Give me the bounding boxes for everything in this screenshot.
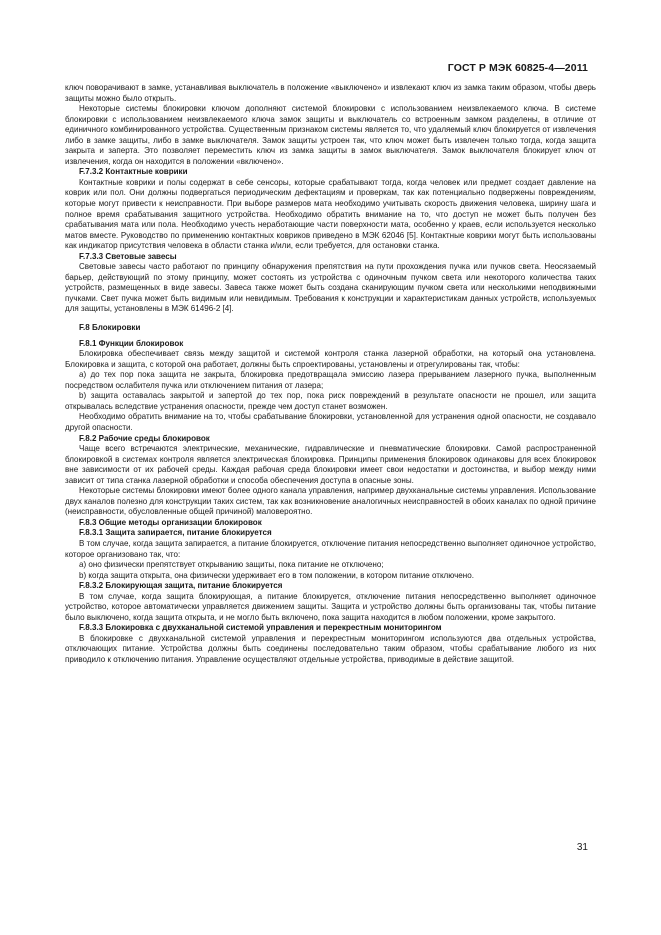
section-heading-f733: F.7.3.3 Световые завесы — [79, 251, 177, 261]
section-heading-f81: F.8.1 Функции блокировок — [79, 338, 184, 348]
section-heading-f832: F.8.3.2 Блокирующая защита, питание блокируется — [79, 581, 283, 591]
body-paragraph: Необходимо обратить внимание на то, чтобы срабатывание блокировки, установленной для устранения одной опасности, не создавало другой опасности. — [65, 412, 596, 432]
section-heading-f82: F.8.2 Рабочие среды блокировок — [79, 433, 210, 443]
section-heading-f831: F.8.3.1 Защита запирается, питание блокируется — [79, 528, 272, 538]
body-paragraph: Некоторые системы блокировки имеют более одного канала управления, например двухканальные системы управления. Использование двух каналов полезно для конструкции таких систем, так как возникновение аналогичных неисправностей в обоих каналах по одной причине (неисправности, обусловленные общей причиной) маловероятно. — [65, 486, 596, 517]
body-paragraph: В блокировке с двухканальной системой управления и перекрестным мониторингом используются два отдельных устройства, отключающих питание. Устройства должны быть соединены последовательно таким образом, чтобы срабатывание любого из них приводило к отключению питания. Управление осуществляют отдельные устройства, приводимые в действие защитой. — [65, 633, 596, 664]
list-item: a) до тех пор пока защита не закрыта, блокировка предотвращала эмиссию лазера прерыванием лазерного пучка, выполненным посредством ослабителя пучка или отключением питания от лазера; — [65, 370, 596, 390]
body-paragraph: Контактные коврики и полы содержат в себе сенсоры, которые срабатывают тогда, когда человек или предмет создает давление на коврик или пол. Они должны подвергаться периодическим дефектациям и проверкам, так как потенциально подвержены повреждениям, которые могут привести к неисправности. При выборе размеров мата необходимо учитывать скорость движения человека, ширину шага и полное время срабатывания защитного устройства. Необходимо обратить внимание на то, что доступ не может быть получен без срабатывания мата или пола. Необходимо учесть неработающие части поверхности мата, особенно у краев, если используется несколько матов вместе. Руководство по применению контактных ковриков приведено в МЭК 62046 [5]. Контактные коврики могут быть использованы как индикатор присутствия человека в области станка и/или, если требуется, для остановки станка. — [65, 177, 596, 251]
section-heading-f8: F.8 Блокировки — [79, 323, 141, 333]
section-heading-f833: F.8.3.3 Блокировка с двухканальной системой управления и перекрестным мониторингом — [79, 623, 442, 633]
document-code-header: ГОСТ Р МЭК 60825-4—2011 — [447, 62, 588, 74]
body-paragraph: Блокировка обеспечивает связь между защитой и системой контроля станка лазерной обработки, на который она установлена. Блокировка и защита, с которой она работает, должны быть спроектированы, установлены и отрегулированы так, чтобы: — [65, 349, 596, 369]
document-body — [65, 83, 596, 666]
page-number: 31 — [576, 842, 588, 853]
body-paragraph: Световые завесы часто работают по принципу обнаружения препятствия на пути прохождения пучка или пучков света. Неосязаемый барьер, действующий по этому принципу, может состоять из устройства с одиночным пучком света или некоторого количества таких устройств, размещенных в виде завесы. Завеса также может быть создана сканирующим пучком света или несколькими неподвижными пучками. Свет пучка может быть видимым или невидимым. Требования к конструкции и характеристикам данных устройств, используемых для защиты, установлены в МЭК 61496-2 [4]. — [65, 262, 596, 314]
body-paragraph: Некоторые системы блокировки ключом дополняют системой блокировки с использованием неизвлекаемого ключа. В системе блокировки с использованием неизвлекаемого ключа замок защиты и выключатель со встроенным замком разделены, в отличие от единичного комбинированного устройства. Существенным признаком системы является то, что удаляемый ключ блокируется от извлечения либо в замке защиты, либо в замке выключателя. Замок защиты устроен так, что ключ может быть извлечен только тогда, когда защита закрыта и заперта. Это позволяет переместить ключ из замка защиты в замок выключателя. Замок выключателя блокирует ключ от извлечения, когда он находится в положении «включено». — [65, 104, 596, 166]
section-heading-f732: F.7.3.2 Контактные коврики — [79, 167, 188, 177]
body-paragraph: Чаще всего встречаются электрические, механические, гидравлические и пневматические блокировки. Самой распространенной блокировкой в системах контроля является электрическая блокировка. Принципы применения блокировок одинаковы для всех блокировок вне зависимости от их рабочей среды. Каждая рабочая среда блокировки имеет свои недостатки и достоинства, и выбор между ними зависит от типа станка лазерной обработки и способа обеспечения доступа в опасные зоны. — [65, 444, 596, 485]
section-heading-f83: F.8.3 Общие методы организации блокировок — [79, 517, 262, 527]
list-item: b) защита оставалась закрытой и запертой до тех пор, пока риск повреждений в результате опасности не прошел, или защита открывалась вследствие устранения опасности, прежде чем доступ станет возможен. — [65, 391, 596, 411]
body-paragraph: ключ поворачивают в замке, устанавливая выключатель в положение «выключено» и извлекают ключ из замка таким образом, чтобы дверь защиты можно было открыть. — [65, 83, 596, 103]
list-item: b) когда защита открыта, она физически удерживает его в том положении, в котором питание отключено. — [79, 570, 474, 580]
list-item: a) оно физически препятствует открыванию защиты, пока питание не отключено; — [79, 560, 384, 570]
body-paragraph: В том случае, когда защита блокирующая, а питание блокируется, отключение питания непосредственно выполняет одиночное устройство, которое автоматически управляется движением защиты. Защита и устройство должны быть организованы так, чтобы питание было выключено, когда защита открыта, и не могло быть включено, пока защита находится в любом положении, кроме закрытого. — [65, 591, 596, 622]
body-paragraph: В том случае, когда защита запирается, а питание блокируется, отключение питания непосредственно выполняет одиночное устройство, которое организовано так, что: — [65, 538, 596, 559]
